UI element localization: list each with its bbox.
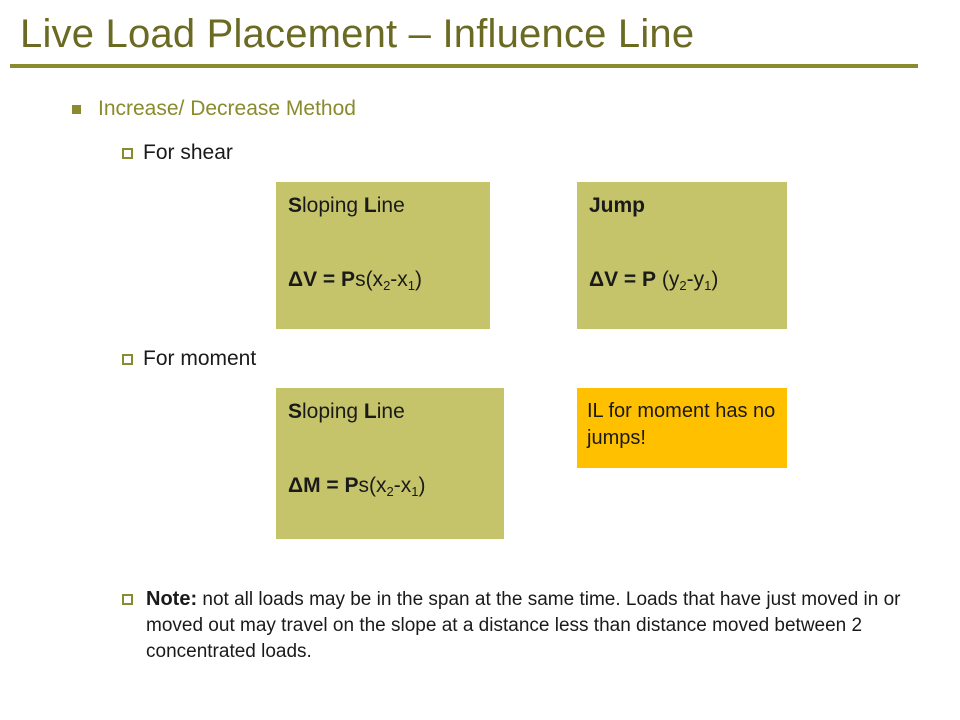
shear-label: For shear — [143, 141, 233, 164]
box-heading: Jump — [589, 194, 646, 217]
note-text: not all loads may be in the span at the same time. Loads that have just moved in or moved out may travel on the slope at a distance less than distance moved between 2 concentrated loads. — [146, 589, 901, 662]
note-paragraph — [122, 586, 922, 665]
shear-sloping-line-box — [276, 182, 490, 329]
title-divider — [10, 64, 918, 68]
square-bullet-icon — [72, 105, 81, 114]
bullet-method — [72, 97, 356, 121]
bullet-method-text: Increase/ Decrease Method — [98, 97, 356, 120]
sub-bullet-moment — [122, 347, 256, 371]
shear-jump-box — [577, 182, 787, 329]
box-heading: Sloping Line — [288, 400, 405, 423]
hollow-square-bullet-icon — [122, 148, 133, 159]
moment-sloping-line-box — [276, 388, 504, 539]
shear-slope-equation: $\Delta V = Ps(x_2-x_1)$ — [288, 268, 423, 293]
note-label: Note: — [146, 588, 198, 610]
slide-title: Live Load Placement – Influence Line — [20, 12, 695, 56]
hollow-square-bullet-icon — [122, 354, 133, 365]
box-heading: Sloping Line — [288, 194, 405, 217]
shear-jump-equation: ΔV = P $(y_2-y_1)$ — [589, 268, 719, 293]
callout-text: IL for moment has no jumps! — [587, 400, 776, 449]
hollow-square-bullet-icon — [122, 594, 133, 605]
moment-slope-equation: $\Delta M = Ps(x_2-x_1)$ — [288, 474, 426, 499]
sub-bullet-shear — [122, 141, 233, 165]
moment-no-jumps-callout — [577, 388, 787, 468]
moment-label: For moment — [143, 347, 257, 370]
